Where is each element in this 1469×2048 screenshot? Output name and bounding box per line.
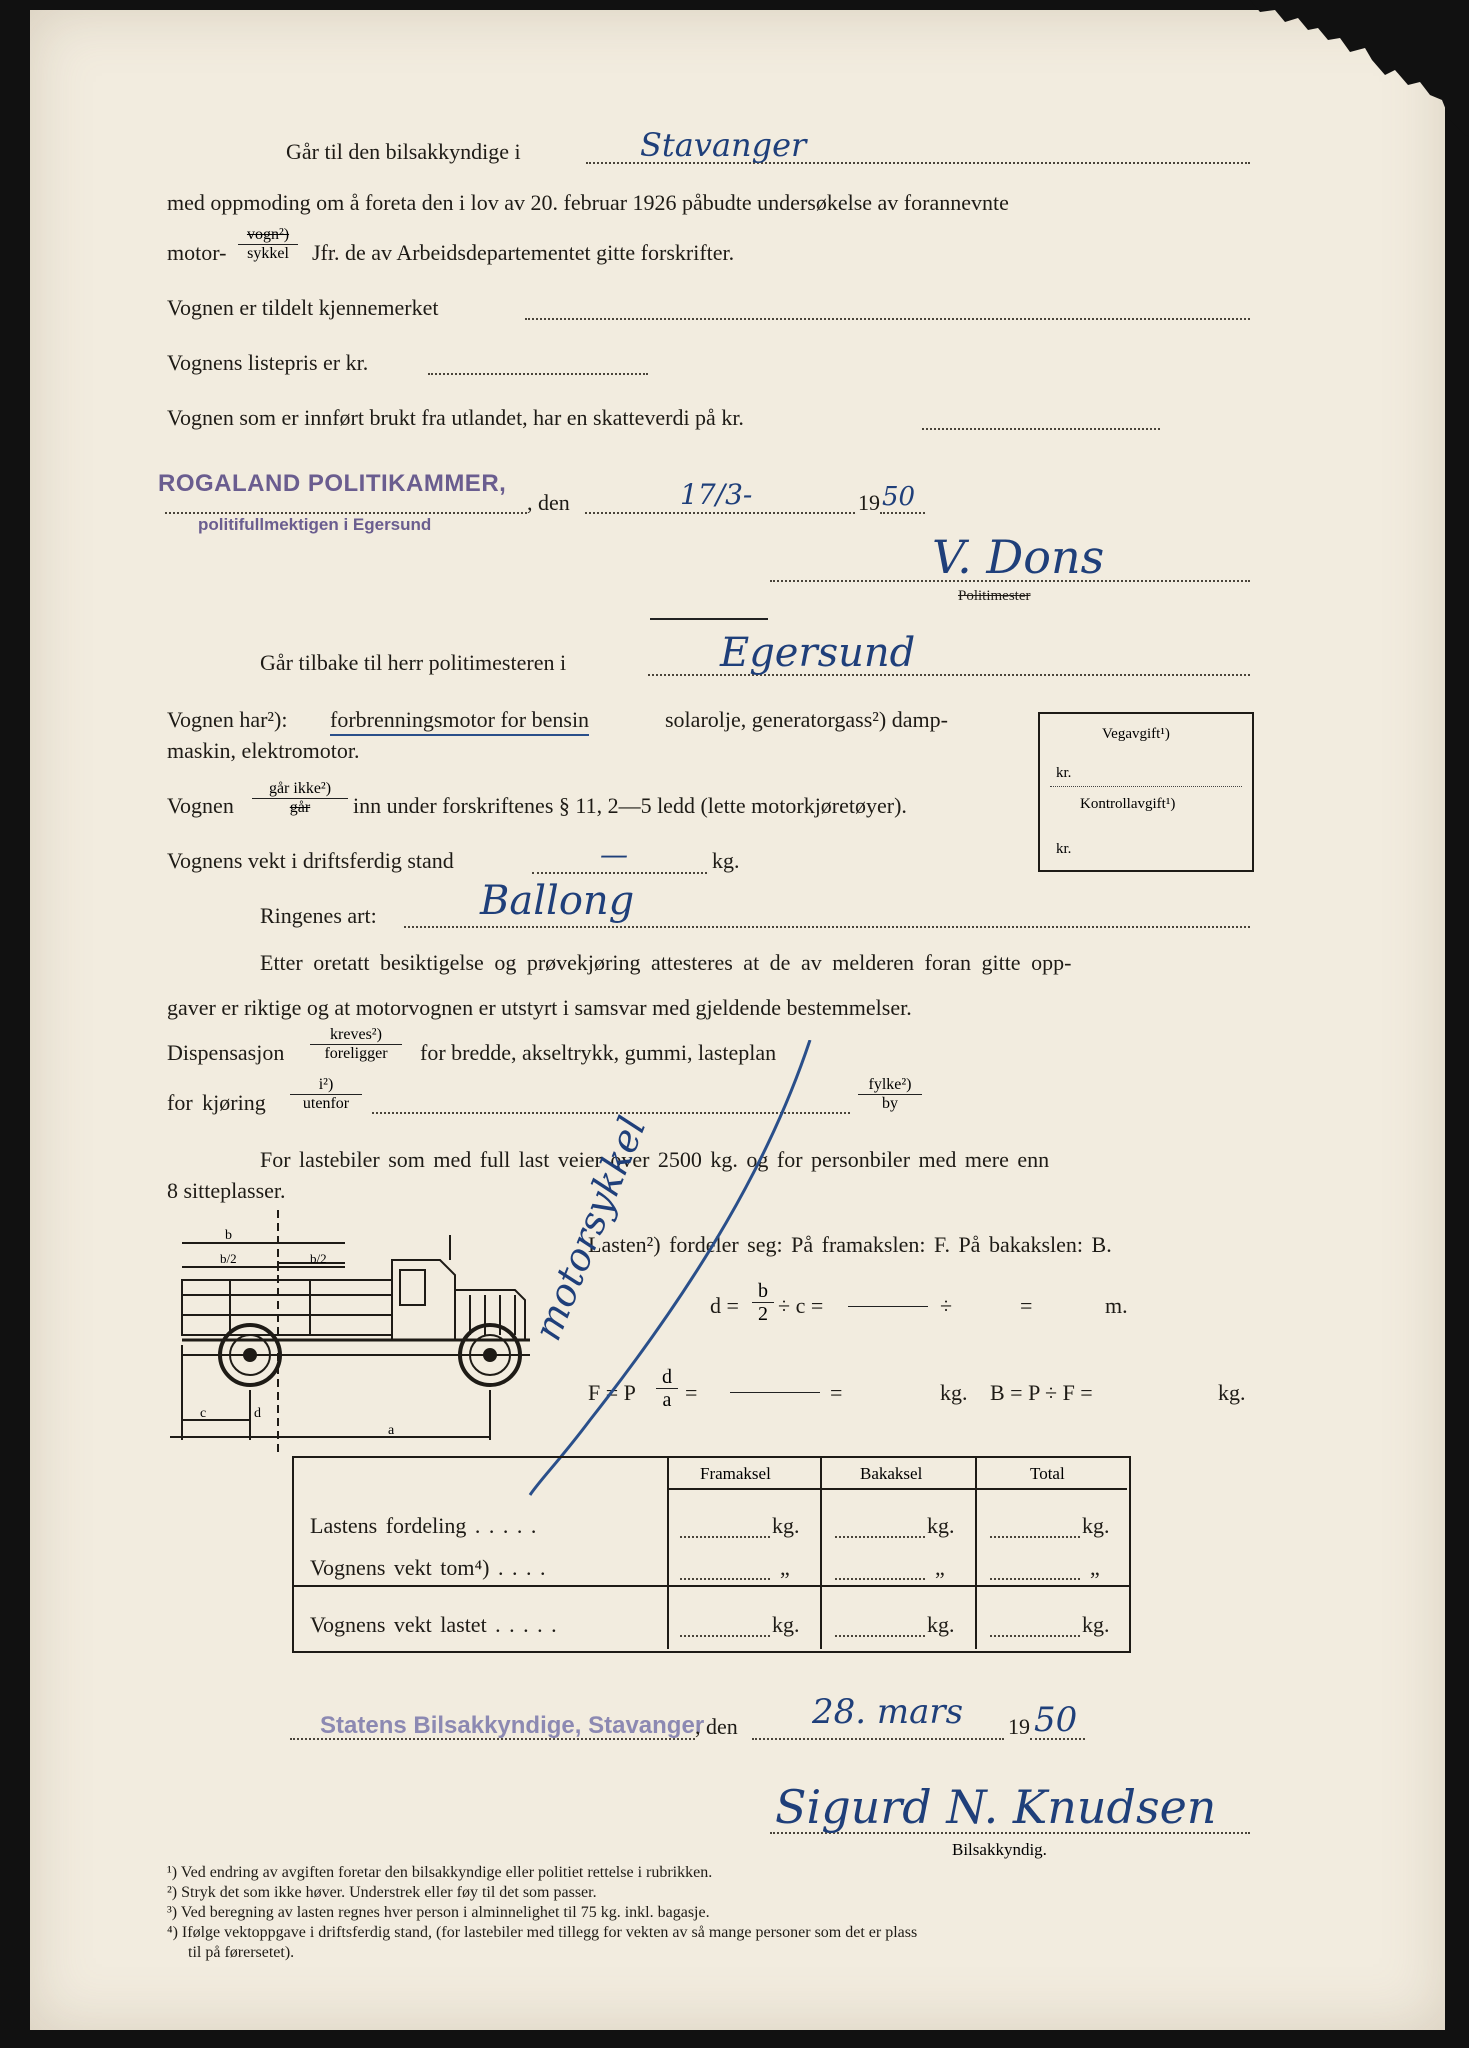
f-frac-bottom: a <box>662 1389 672 1411</box>
listepris-label: Vognens listepris er kr. <box>167 350 369 375</box>
engine-selected-option: forbrenningsmotor for bensin <box>330 707 589 736</box>
weight-label: Vognens vekt i driftsferdig stand <box>167 848 454 873</box>
footnote-2: ²) Stryk det som ikke høver. Understrek eller føy til det som passer. <box>167 1884 597 1901</box>
table-row-label-1: Lastens fordeling . . . . . <box>310 1513 537 1538</box>
weight-value: — <box>600 838 628 871</box>
tyres-field <box>404 926 1250 928</box>
inspector-year-prefix: 19 <box>1008 1714 1030 1739</box>
fee-box <box>1038 712 1254 872</box>
f-frac-top: d <box>656 1366 678 1389</box>
diagram-label-d: d <box>254 1406 261 1421</box>
vegavgift-kr: kr. <box>1056 765 1072 781</box>
table-cell: kg. <box>927 1513 955 1538</box>
dispensation-option-kreves: kreves²) <box>310 1026 402 1045</box>
diagram-label-b: b <box>225 1228 232 1243</box>
d-div: ÷ <box>940 1293 953 1318</box>
driving-option-i: i²) <box>290 1076 362 1095</box>
inspector-caption: Bilsakkyndig. <box>952 1840 1047 1859</box>
f-eq1: = <box>685 1380 698 1405</box>
driving-fraction <box>290 1076 362 1113</box>
b-unit: kg. <box>1218 1380 1246 1405</box>
cross-note-handwriting: motorsykkel <box>525 1110 655 1347</box>
return-label: Går tilbake til herr politimesteren i <box>260 650 567 675</box>
place-handwriting: Stavanger <box>640 126 807 164</box>
diagram-label-c: c <box>200 1406 207 1421</box>
engine-line2: maskin, elektromotor. <box>167 738 360 763</box>
inspector-den-label: , den <box>695 1714 738 1739</box>
inspector-stamp-line <box>290 1738 695 1740</box>
listepris-field <box>428 373 648 375</box>
table-cell: kg. <box>1082 1513 1110 1538</box>
table-col-divider-3 <box>975 1456 977 1649</box>
table-cell-line <box>990 1578 1080 1580</box>
d-frac-top: b <box>752 1280 774 1303</box>
dispensation-option-foreligger: foreligger <box>324 1045 388 1062</box>
police-date-field <box>585 512 855 514</box>
vogn-sykkel-fraction <box>238 226 298 263</box>
table-cell: „ <box>935 1555 945 1580</box>
table-cell: kg. <box>1082 1612 1110 1637</box>
table-header-divider <box>667 1488 1127 1490</box>
police-signature: V. Dons <box>932 530 1105 584</box>
dispensation-fraction <box>310 1026 402 1063</box>
inspector-year-suffix: 50 <box>1034 1700 1078 1740</box>
dispensation-label: Dispensasjon <box>167 1040 285 1065</box>
header-line3-rest: Jfr. de av Arbeidsdepartementet gitte forskrifter. <box>312 240 735 265</box>
strike-through-mark <box>440 1040 820 1500</box>
table-header-framaksel: Framaksel <box>700 1464 771 1483</box>
table-cell: kg. <box>772 1513 800 1538</box>
kontrollavgift-kr: kr. <box>1056 841 1072 857</box>
vogn-option: vogn²) <box>238 226 298 245</box>
table-col-divider-2 <box>820 1456 822 1649</box>
regulation-label: Vognen <box>167 793 234 818</box>
skatteverdi-field <box>922 428 1160 430</box>
inspector-stamp: Statens Bilsakkyndige, Stavanger <box>320 1712 705 1739</box>
f-unit: kg. <box>940 1380 968 1405</box>
tyres-label: Ringenes art: <box>260 903 377 928</box>
police-year-field <box>880 512 925 514</box>
table-cell-line <box>990 1536 1080 1538</box>
engine-label: Vognen har²): <box>167 707 288 732</box>
police-year-suffix: 50 <box>882 482 916 512</box>
d-frac-bottom: 2 <box>758 1303 768 1325</box>
f-formula-prefix: F = P <box>588 1380 636 1405</box>
table-cell: „ <box>780 1555 790 1580</box>
footnote-4: ⁴) Ifølge vektoppgave i driftsferdig stand, (for lastebiler med tillegg for vekten av så mange personer som det er plass <box>167 1924 918 1941</box>
torn-corner <box>1180 0 1469 140</box>
tyres-value: Ballong <box>480 878 635 924</box>
d-formula-prefix: d = <box>710 1293 739 1318</box>
regulation-fraction <box>252 780 348 817</box>
kjennemerke-label: Vognen er tildelt kjennemerket <box>167 295 439 320</box>
header-line1-label: Går til den bilsakkyndige i <box>286 139 521 164</box>
d-formula-rest: ÷ c = <box>778 1293 824 1318</box>
diagram-label-half1: b/2 <box>220 1251 237 1266</box>
fee-box-divider <box>1050 786 1242 787</box>
driving-right-fraction <box>858 1076 922 1113</box>
table-cell-line <box>680 1578 770 1580</box>
inspector-date-field <box>752 1738 1004 1740</box>
footnote-4-cont: til på førersetet). <box>188 1944 295 1961</box>
regulation-rest: inn under forskriftenes § 11, 2—5 ledd (lette motorkjøretøyer). <box>353 793 907 818</box>
driving-option-utenfor: utenfor <box>302 1095 350 1112</box>
d-blank-1 <box>848 1306 928 1307</box>
diagram-label-a: a <box>388 1423 395 1438</box>
police-den-label: , den <box>527 490 570 515</box>
inspector-date: 28. mars <box>812 1692 964 1732</box>
police-signature-caption: Politimester <box>958 588 1031 604</box>
section-divider <box>650 618 768 620</box>
footnote-3: ³) Ved beregning av lasten regnes hver person i alminnelighet til 75 kg. inkl. bagasje. <box>167 1904 710 1921</box>
lorry-note-line1: For lastebiler som med full last veier over 2500 kg. og for personbiler med mere enn <box>260 1147 1050 1172</box>
table-cell-line <box>835 1536 925 1538</box>
table-header-total: Total <box>1030 1464 1065 1483</box>
motor-label: motor- <box>167 240 227 265</box>
table-row-divider <box>292 1585 1129 1587</box>
d-eq: = <box>1020 1293 1033 1318</box>
table-cell-line <box>835 1635 925 1637</box>
dispensation-rest: for bredde, akseltrykk, gummi, lasteplan <box>420 1040 777 1065</box>
skatteverdi-label: Vognen som er innført brukt fra utlandet, har en skatteverdi på kr. <box>167 405 744 430</box>
inspector-signature: Sigurd N. Knudsen <box>775 1780 1217 1834</box>
table-cell-line <box>990 1635 1080 1637</box>
driving-option-by: by <box>882 1095 898 1112</box>
police-stamp-line1: ROGALAND POLITIKAMMER, <box>158 470 507 497</box>
vegavgift-label: Vegavgift¹) <box>1102 726 1170 742</box>
regulation-option-gar: går <box>289 799 311 816</box>
sykkel-option: sykkel <box>247 245 289 262</box>
table-cell: kg. <box>927 1612 955 1637</box>
diagram-label-half2: b/2 <box>310 1251 327 1266</box>
regulation-option-ikke: går ikke²) <box>252 780 348 799</box>
table-cell-line <box>680 1635 770 1637</box>
table-cell-line <box>680 1536 770 1538</box>
kjennemerke-field <box>525 318 1250 320</box>
engine-line1-rest: solarolje, generatorgass²) damp- <box>665 707 948 732</box>
weight-field <box>532 872 707 874</box>
table-col-divider-1 <box>667 1456 669 1649</box>
driving-label: for kjøring <box>167 1090 266 1115</box>
header-line2: med oppmoding om å foreta den i lov av 20. februar 1926 påbudte undersøkelse av forannevnte <box>167 190 1009 215</box>
footnote-1: ¹) Ved endring av avgiften foretar den bilsakkyndige eller politiet rettelse i rubrikken. <box>167 1864 713 1881</box>
attest-line2: gaver er riktige og at motorvognen er utstyrt i samsvar med gjeldende bestemmelser. <box>167 995 912 1020</box>
table-cell: kg. <box>772 1612 800 1637</box>
weight-unit: kg. <box>712 848 740 873</box>
police-stamp-line <box>165 512 527 514</box>
table-cell: „ <box>1090 1555 1100 1580</box>
table-row-label-3: Vognens vekt lastet . . . . . <box>310 1612 557 1637</box>
b-formula: B = P ÷ F = <box>990 1380 1093 1405</box>
return-place: Egersund <box>720 630 916 676</box>
inspector-year-field <box>1030 1738 1085 1740</box>
kontrollavgift-label: Kontrollavgift¹) <box>1080 796 1176 812</box>
table-header-bakaksel: Bakaksel <box>860 1464 923 1483</box>
police-date: 17/3- <box>680 478 753 511</box>
table-row-label-2: Vognens vekt tom⁴) . . . . <box>310 1555 546 1580</box>
lorry-note-line2: 8 sitteplasser. <box>167 1178 286 1203</box>
d-unit: m. <box>1105 1293 1128 1318</box>
police-stamp-line2: politifullmektigen i Egersund <box>198 515 432 534</box>
attest-line1: Etter oretatt besiktigelse og prøvekjøring attesteres at de av melderen foran gitte opp- <box>260 950 1072 975</box>
table-cell-line <box>835 1578 925 1580</box>
driving-option-fylke: fylke²) <box>858 1076 922 1095</box>
load-heading: Lasten²) fordeler seg: På framakslen: F. På bakakslen: B. <box>588 1232 1112 1257</box>
police-year-prefix: 19 <box>858 490 880 515</box>
f-eq2: = <box>830 1380 843 1405</box>
